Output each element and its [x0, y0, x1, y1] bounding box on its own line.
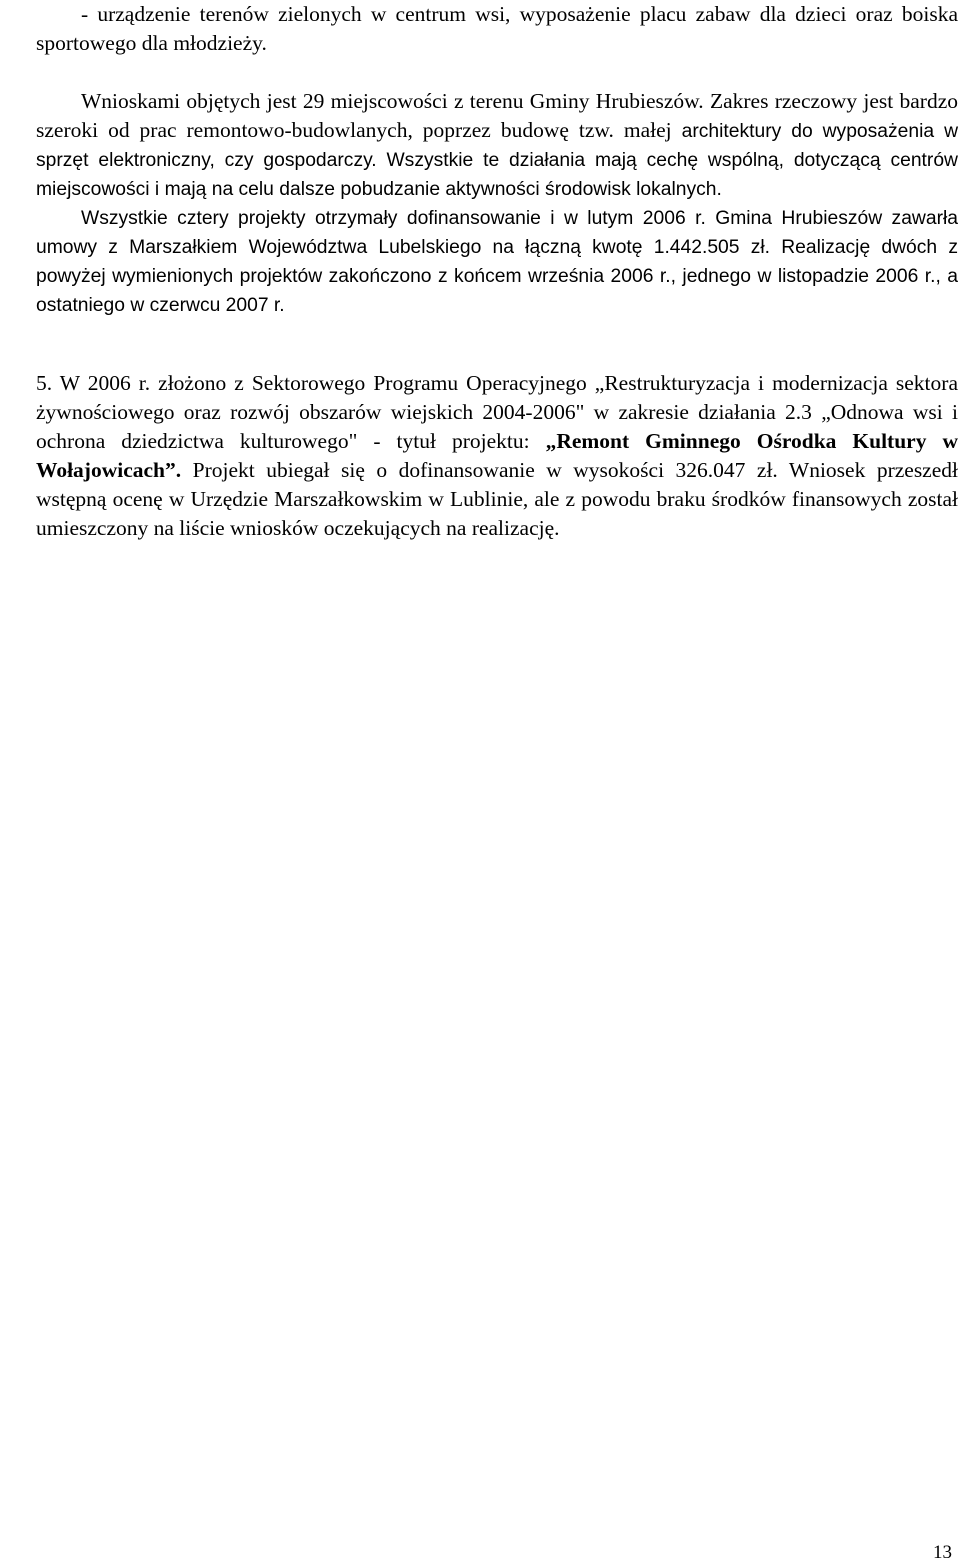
paragraph-spacer — [36, 58, 958, 87]
paragraph-localities-serif: Wnioskami objętych jest 29 miejscowości z terenu Gminy Hrubieszów. Zakres rzeczowy jest bardzo szeroki od prac remontowo-budowlanych, poprzez budowę tzw. małej — [36, 89, 958, 142]
paragraph-funding: Wszystkie cztery projekty otrzymały dofinansowanie i w lutym 2006 r. Gmina Hrubieszów zawarła umowy z Marszałkiem Województwa Lubelskiego na łączną kwotę 1.442.505 zł. Realizację dwóch z powyżej wymienionych projektów zakończono z końcem września 2006 r., jednego w listopadzie 2006 r., a ostatniego w czerwcu 2007 r. — [36, 208, 958, 316]
paragraph-localities — [36, 87, 958, 204]
document-page — [36, 0, 958, 543]
list-item-5-start: 5. W 2006 r. złożono z Sektorowego Programu Operacyjnego „Restrukturyzacja i modernizacja sektora żywnościowego oraz rozwój obszarów wiejskich 2004-2006" w zakresie działania 2.3 „Odnowa wsi i ochrona dziedzictwa kulturowego" - tytuł projektu: — [36, 371, 958, 453]
project-title: „Remont Gminnego Ośrodka Kultury w Wołajowicach”. — [36, 429, 958, 482]
paragraph-localities-sans: architektury do wyposażenia w sprzęt elektroniczny, czy gospodarczy. Wszystkie te działania mają cechę wspólną, dotyczącą centrów miejscowości i mają na celu dalsze pobudzanie aktywności środowisk lokalnych. — [36, 121, 958, 200]
list-item-5 — [36, 369, 958, 543]
page-number: 13 — [933, 1542, 952, 1563]
list-item-5-end: Projekt ubiegał się o dofinansowanie w wysokości 326.047 zł. Wniosek przeszedł wstępną ocenę w Urzędzie Marszałkowskim w Lublinie, ale z powodu braku środków finansowych został umieszczony na liście wniosków oczekujących na realizację. — [36, 458, 958, 540]
bullet-paragraph: - urządzenie terenów zielonych w centrum wsi, wyposażenie placu zabaw dla dzieci oraz boiska sportowego dla młodzieży. — [36, 2, 958, 55]
paragraph-spacer — [36, 320, 958, 369]
